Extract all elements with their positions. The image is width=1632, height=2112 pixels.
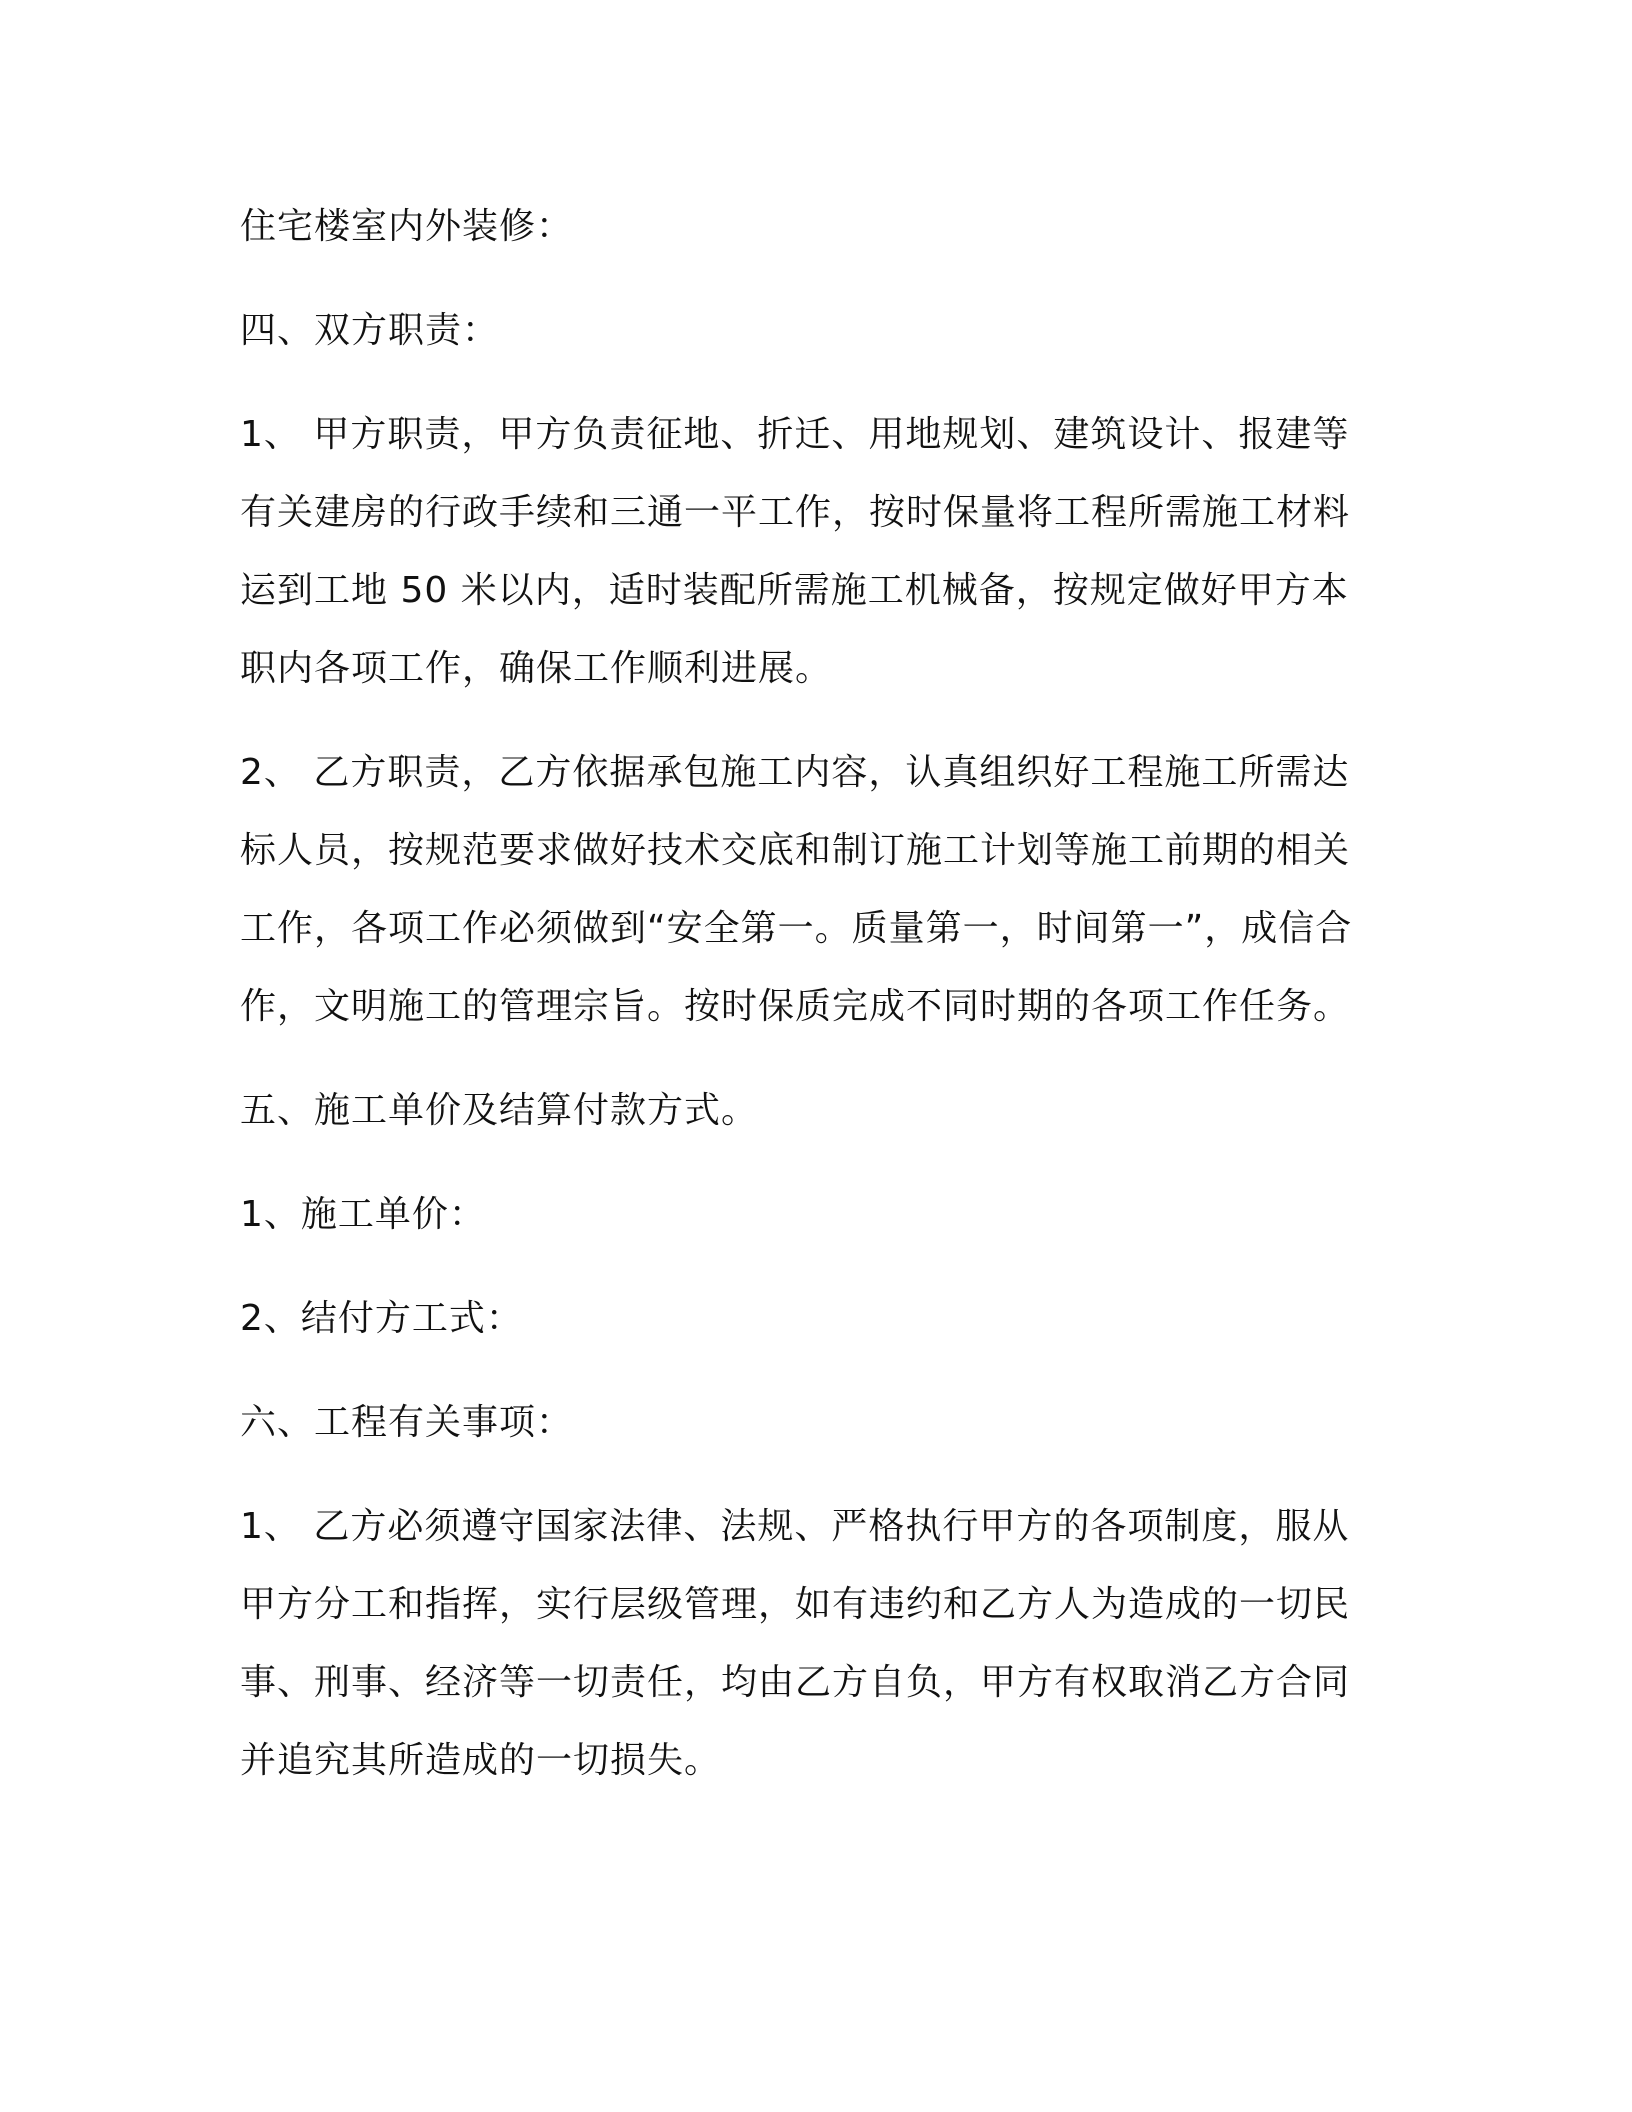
section-heading-project-matters: 六、工程有关事项：	[240, 1402, 574, 1443]
paragraph-party-a-responsibilities: 1、 甲方职责，甲方负责征地、折迁、用地规划、建筑设计、报建等有关建房的行政手续和三通一平工作，按时保量将工程所需施工材料运到工地 50 米以内，适时装配所需施工机械备，按规定做好甲方本职内各项工作，确保工作顺利进展。	[240, 414, 1351, 689]
paragraph-residential-decoration: 住宅楼室内外装修：	[240, 206, 574, 247]
section-heading-responsibilities: 四、双方职责：	[240, 310, 500, 351]
section-heading-pricing-payment: 五、施工单价及结算付款方式。	[240, 1090, 759, 1131]
paragraph-party-b-responsibilities: 2、 乙方职责，乙方依据承包施工内容，认真组织好工程施工所需达标人员，按规范要求做好技术交底和制订施工计划等施工前期的相关工作，各项工作必须做到“安全第一。质量第一，时间第一”，成信合作，文明施工的管理宗旨。按时保质完成不同时期的各项工作任务。	[240, 752, 1353, 1027]
document-body	[240, 188, 1385, 1826]
paragraph-unit-price: 1、施工单价：	[240, 1194, 486, 1235]
paragraph-payment-method: 2、结付方工式：	[240, 1298, 523, 1339]
paragraph-compliance-liability: 1、 乙方必须遵守国家法律、法规、严格执行甲方的各项制度，服从甲方分工和指挥，实行层级管理，如有违约和乙方人为造成的一切民事、刑事、经济等一切责任，均由乙方自负，甲方有权取消乙方合同并追究其所造成的一切损失。	[240, 1506, 1351, 1781]
